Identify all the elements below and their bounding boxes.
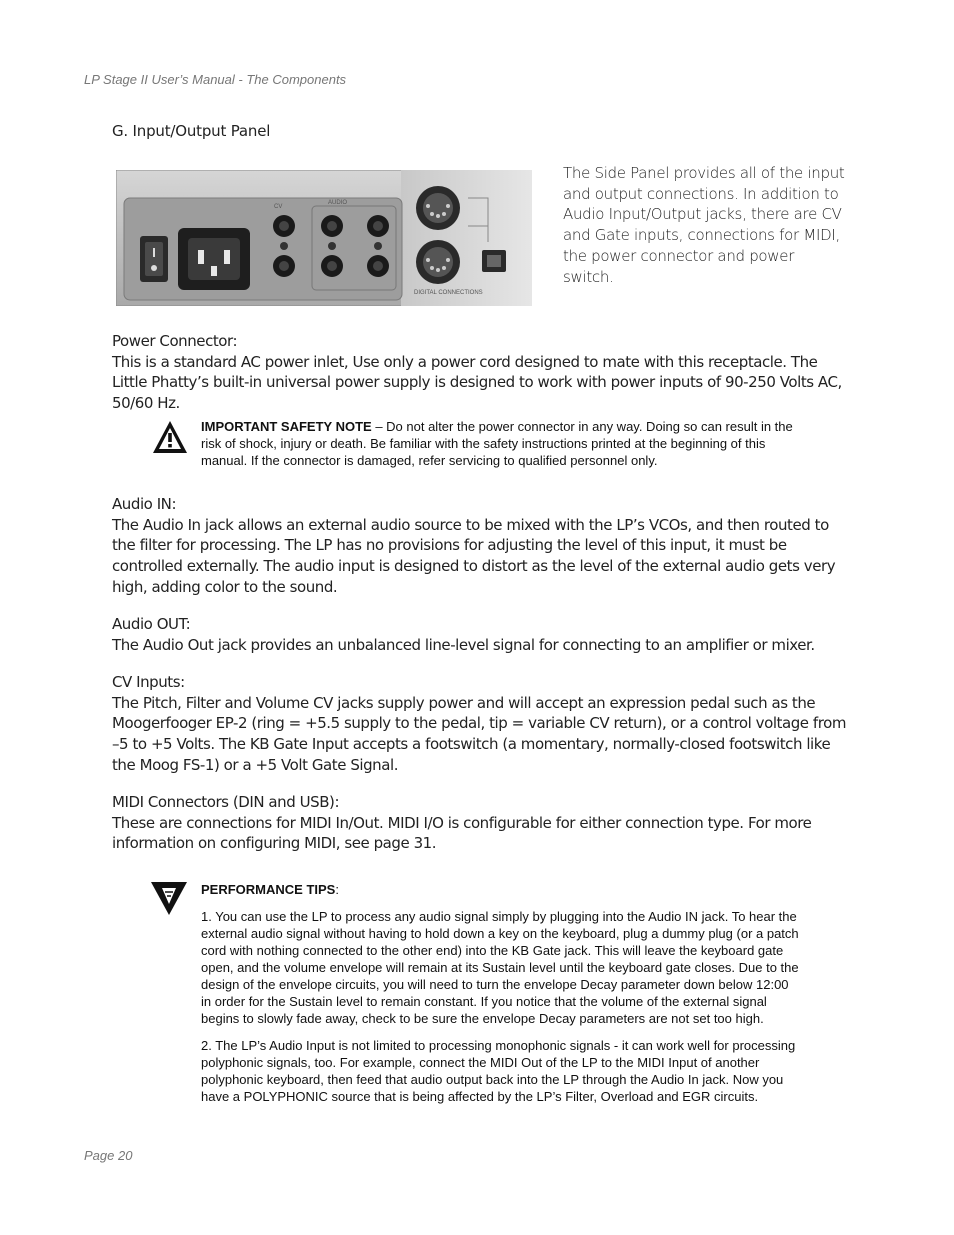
page-number: Page 20	[84, 1148, 133, 1163]
performance-tip-1: 1. You can use the LP to process any audio signal simply by plugging into the Audio IN jack. To hear the external audio signal without having to hold down a key on the keyboard, plug a dummy plug (or a patch cord with nothing connected to the other end) into the KB Gate jack. This will leave the keyboard gate open, and the volume envelope will remain at its Sustain level until the keyboard gate closes. Due to the design of the envelope circuits, you will need to turn the envelope Decay parameter down below 12:00 in order for the Sustain level to remain constant. If you notice that the volume of the external signal begins to slowly fade away, check to be sure the envelope Decay parameters are not set too high.	[201, 909, 799, 1026]
midi-jack-label: DIGITAL CONNECTIONS	[414, 290, 483, 296]
midi-section	[112, 792, 850, 854]
audio-out-text: The Audio Out jack provides an unbalanced line-level signal for connecting to an amplifier or mixer.	[112, 635, 815, 654]
power-connector-heading: Power Connector:	[112, 332, 238, 350]
power-switch	[140, 236, 168, 282]
safety-note	[201, 418, 806, 469]
section-title: G. Input/Output Panel	[112, 122, 271, 140]
cv-inputs-text: The Pitch, Filter and Volume CV jacks supply power and will accept an expression pedal such as the Moogerfooger EP-2 (ring = +5.5 supply to the pedal, tip = variable CV return), or a control voltage from –5 to +5 Volts. The KB Gate Input accepts a footswitch (a momentary, normally-closed footswitch like the Moog FS-1) or a +5 Volt Gate Signal.	[112, 693, 846, 774]
audio-in-heading: Audio IN:	[112, 495, 177, 513]
audio-in-section	[112, 494, 850, 598]
cv-inputs-heading: CV Inputs:	[112, 673, 185, 691]
power-connector-section	[112, 331, 850, 414]
audio-out-heading: Audio OUT:	[112, 615, 191, 633]
safety-note-label: IMPORTANT SAFETY NOTE	[201, 419, 372, 434]
audio-in-text: The Audio In jack allows an external audio source to be mixed with the LP’s VCOs, and then routed to the filter for processing. The LP has no provisions for adjusting the level of this input, it must be controlled externally. The audio input is designed to distort as the level of the external audio gets very high, adding color to the sound.	[112, 515, 836, 596]
audio-jack-label: AUDIO	[328, 200, 348, 206]
safety-note-text: – Do not alter the power connector in any way. Doing so can result in the risk of shock, injury or death. Be familiar with the safety instructions printed at the beginning of this manual. If the connector is damaged, refer servicing to qualified personnel only.	[201, 419, 793, 468]
midi-text: These are connections for MIDI In/Out. MIDI I/O is configurable for either connection type. For more information on configuring MIDI, see page 31.	[112, 813, 812, 853]
performance-tips-icon	[150, 880, 188, 916]
performance-tips-colon: :	[335, 882, 339, 897]
running-header: LP Stage II User’s Manual - The Components	[84, 72, 347, 87]
performance-tips	[201, 881, 801, 1115]
intro-paragraph: The Side Panel provides all of the input and output connections. In addition to Audio Input/Output jacks, there are CV and Gate inputs, connections for MIDI, the power connector and power switch.	[563, 164, 845, 286]
midi-heading: MIDI Connectors (DIN and USB):	[112, 793, 340, 811]
performance-tip-2: 2. The LP’s Audio Input is not limited to processing monophonic signals - it can work well for processing polyphonic signals, too. For example, connect the MIDI Out of the LP to the MIDI Input of another polyphonic keyboard, then feed that audio output back into the LP through the Audio In jack. Now you have a POLYPHONIC source that is being affected by the LP’s Filter, Overload and EGR circuits.	[201, 1038, 796, 1104]
ac-power-inlet	[178, 228, 250, 290]
cv-jack-label: CV	[274, 204, 283, 210]
io-panel-photo	[116, 170, 532, 306]
performance-tips-label: PERFORMANCE TIPS	[201, 882, 336, 897]
warning-triangle-icon	[152, 420, 188, 454]
audio-out-section	[112, 614, 850, 655]
power-connector-text: This is a standard AC power inlet, Use only a power cord designed to mate with this receptacle. The Little Phatty’s built-in universal power supply is designed to work with power inputs of 90-250 Volts AC, 50/60 Hz.	[112, 352, 842, 413]
cv-inputs-section	[112, 672, 850, 776]
